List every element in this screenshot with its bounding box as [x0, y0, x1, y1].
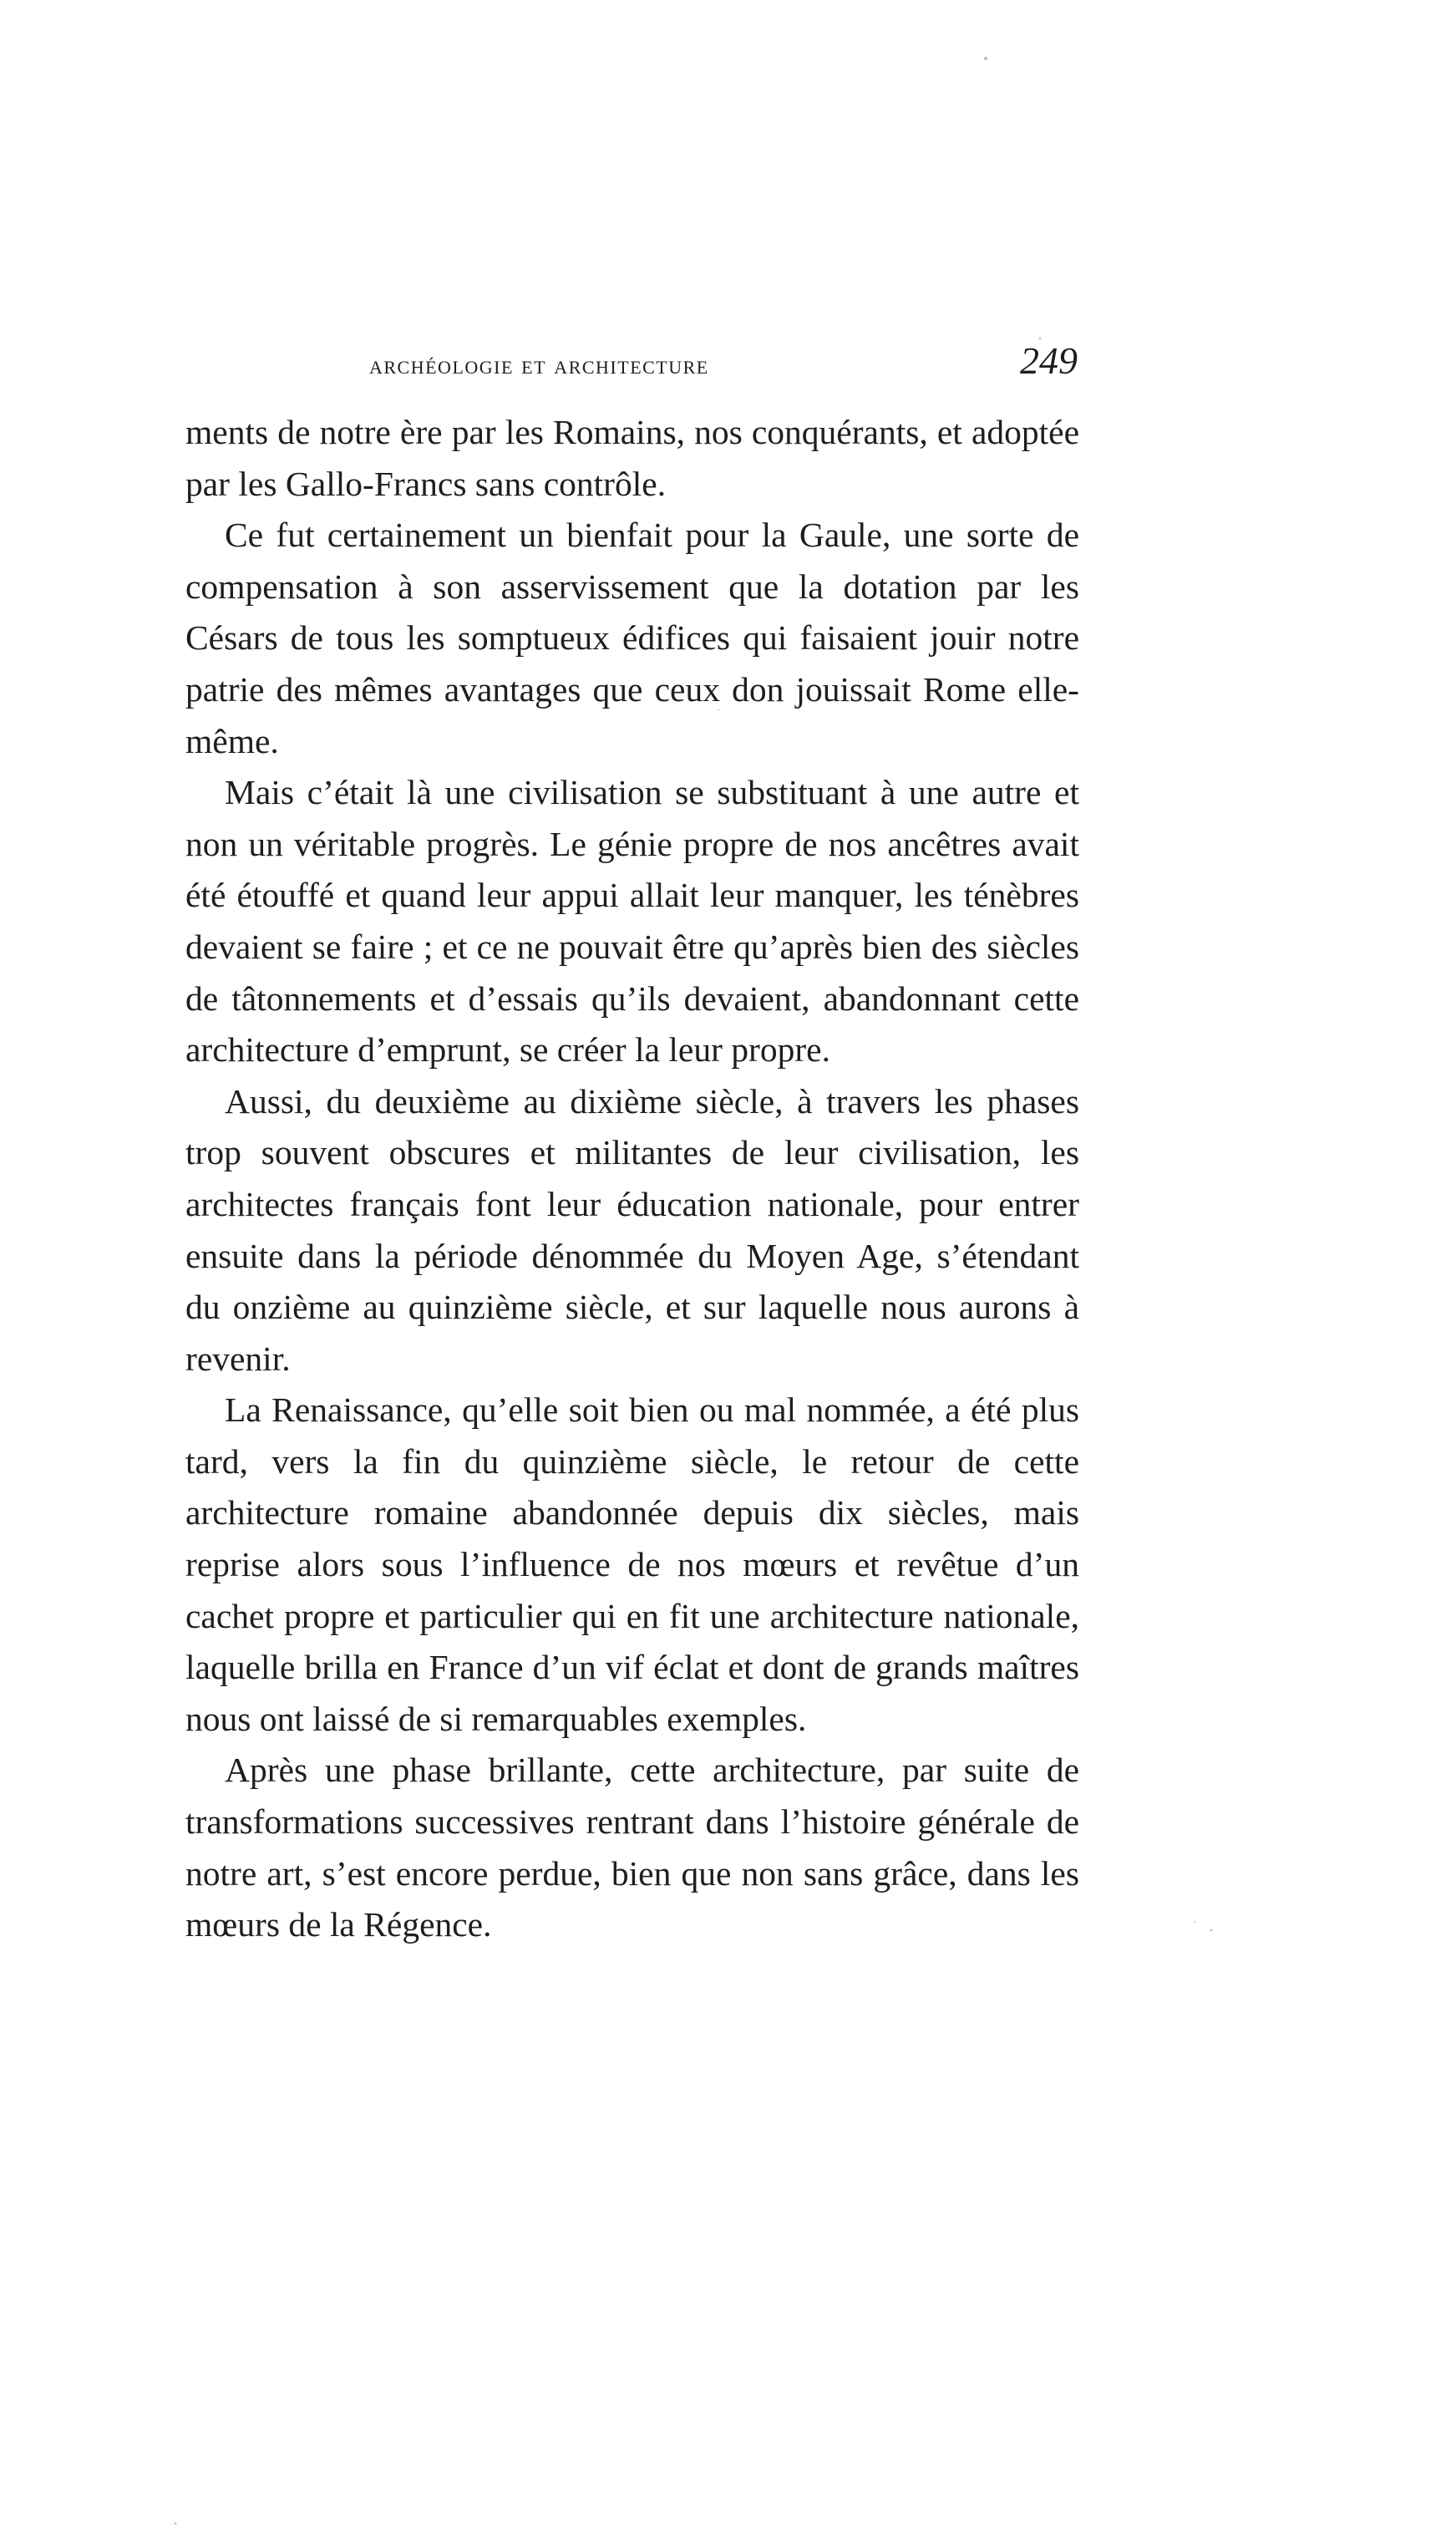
paragraph: Mais c’était là une civilisation se substituant à une autre et non un véritable progrès. Le génie propre de nos ancêtres avait été étouffé et quand leur appui allait leur manquer, les ténèbres devaient se faire ; et ce ne pouvait être qu’après bien des siècles de tâtonnements et d’essais qu’ils devaient, abandonnant cette architecture d’emprunt, se créer la leur propre.	[185, 773, 1079, 1070]
paragraph: Aussi, du deuxième au dixième siècle, à travers les phases trop souvent obscures et militantes de leur civilisation, les architectes français font leur éducation nationale, pour entrer ensuite dans la période dénommée du Moyen Age, s’étendant du onzième au quinzième siècle, et sur laquelle nous aurons à revenir.	[185, 1081, 1079, 1378]
paragraph: Après une phase brillante, cette architecture, par suite de transformations successives rentrant dans l’histoire générale de notre art, s’est encore perdue, bien que non sans grâce, dans les mœurs de la Régence.	[185, 1751, 1079, 1944]
paragraph-continued: ments de notre ère par les Romains, nos conquérants, et adoptée par les Gallo-Francs sans contrôle.	[185, 413, 1079, 503]
page-header	[369, 338, 1088, 397]
running-title: archéologie et architecture	[369, 350, 709, 379]
paragraph: La Renaissance, qu’elle soit bien ou mal nommée, a été plus tard, vers la fin du quinzième siècle, le retour de cette architecture romaine abandonnée depuis dix siècles, mais reprise alors sous l’influence de nos mœurs et revêtue d’un cachet propre et particulier qui en fit une architecture nationale, laquelle brilla en France d’un vif éclat et dont de grands maîtres nous ont laissé de si remarquables exemples.	[185, 1390, 1079, 1738]
paragraph: Ce fut certainement un bienfait pour la Gaule, une sorte de compensation à son asservissement que la dotation par les Césars de tous les somptueux édifices qui faisaient jouir notre patrie des mêmes avantages que ceux don jouissait Rome elle-même.	[185, 516, 1079, 760]
body-text	[185, 407, 1079, 1951]
page-number: 249	[1020, 339, 1078, 382]
